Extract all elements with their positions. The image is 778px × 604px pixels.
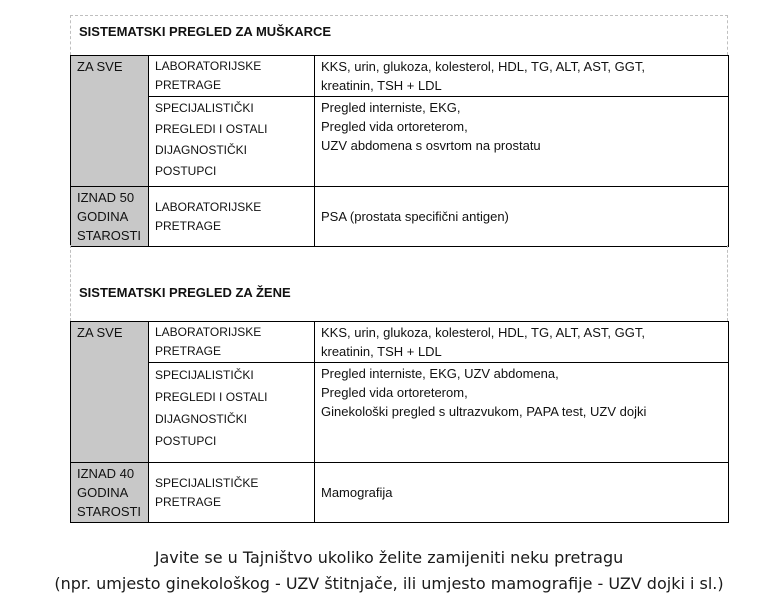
footer-note-line1: Javite se u Tajništvo ukoliko želite zamijeniti neku pretragu [154, 548, 624, 567]
men-section-title [70, 15, 728, 55]
women-section-title [70, 245, 728, 321]
group-label-all: ZA SVE [71, 56, 149, 187]
category-value: Pregled interniste, EKG, Pregled vida ortoreterom, UZV abdomena s osvrtom na prostatu [315, 97, 729, 187]
women-exam-table [70, 321, 729, 523]
category-value: KKS, urin, glukoza, kolesterol, HDL, TG, ALT, AST, GGT, kreatinin, TSH + LDL [315, 56, 729, 97]
footer-note-line2: (npr. umjesto ginekološkog - UZV štitnjače, ili umjesto mamografije - UZV dojki i sl.) [54, 574, 724, 593]
women-title-text: SISTEMATSKI PREGLED ZA ŽENE [79, 285, 291, 300]
category-value: KKS, urin, glukoza, kolesterol, HDL, TG, ALT, AST, GGT, kreatinin, TSH + LDL [315, 322, 729, 363]
table-row [71, 187, 729, 247]
table-row [71, 363, 729, 463]
category-label: LABORATORIJSKE PRETRAGE [149, 56, 315, 97]
group-label-all: ZA SVE [71, 322, 149, 463]
category-label: SPECIJALISTIČKI PREGLEDI I OSTALI DIJAGNOSTIČKI POSTUPCI [149, 363, 315, 463]
category-label: LABORATORIJSKE PRETRAGE [149, 187, 315, 247]
category-value: Pregled interniste, EKG, UZV abdomena, Pregled vida ortoreterom, Ginekološki pregled s ultrazvukom, PAPA test, UZV dojki [315, 363, 729, 463]
category-value: PSA (prostata specifični antigen) [315, 187, 729, 247]
men-exam-table [70, 55, 729, 247]
table-row [71, 322, 729, 363]
category-value: Mamografija [315, 463, 729, 523]
men-title-text: SISTEMATSKI PREGLED ZA MUŠKARCE [79, 24, 332, 39]
group-label-age: IZNAD 40 GODINA STAROSTI [71, 463, 149, 523]
category-label: SPECIJALISTIČKI PREGLEDI I OSTALI DIJAGNOSTIČKI POSTUPCI [149, 97, 315, 187]
category-label: SPECIJALISTIČKE PRETRAGE [149, 463, 315, 523]
group-label-age: IZNAD 50 GODINA STAROSTI [71, 187, 149, 247]
category-label: LABORATORIJSKE PRETRAGE [149, 322, 315, 363]
table-row [71, 56, 729, 97]
table-row [71, 463, 729, 523]
table-row [71, 97, 729, 187]
